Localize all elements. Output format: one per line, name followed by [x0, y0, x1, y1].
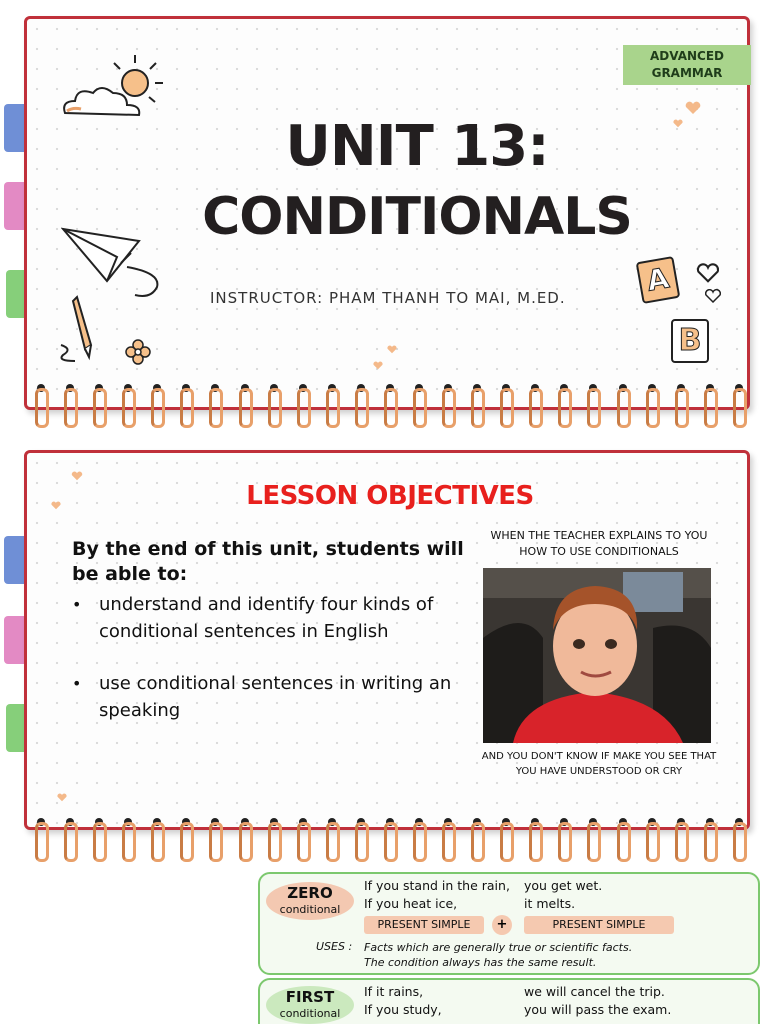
zero-uses-label: USES :: [316, 940, 353, 953]
meme-photo: [483, 568, 711, 743]
zero-example-1-result: you get wet.: [524, 878, 603, 893]
heart-icon: [57, 793, 67, 802]
zero-conditional-card: [258, 872, 760, 975]
unit-title: UNIT 13:: [285, 114, 549, 179]
zero-example-2-result: it melts.: [524, 896, 576, 911]
letter-b-icon: B: [671, 319, 709, 363]
first-conditional-label: FIRST conditional: [266, 986, 354, 1024]
zero-if-clause-tense: PRESENT SIMPLE: [364, 916, 484, 934]
heart-outline-icon: [697, 263, 719, 283]
first-example-1-result: we will cancel the trip.: [524, 984, 665, 999]
unit-subtitle: CONDITIONALS: [202, 187, 632, 247]
title-slide: [24, 16, 750, 410]
zero-example-1-if: If you stand in the rain,: [364, 878, 510, 893]
heart-icon: [387, 345, 397, 354]
spiral-binding: [34, 818, 746, 858]
badge-line-2: GRAMMAR: [651, 66, 723, 80]
flower-icon: [125, 339, 151, 365]
heart-icon: [373, 361, 383, 370]
sun-cloud-icon: [57, 45, 177, 125]
objectives-slide: [24, 450, 750, 830]
list-item: • use conditional sentences in writing an speaking: [72, 670, 492, 724]
meme-bottom-caption: AND YOU DON'T KNOW IF MAKE YOU SEE THAT YOU HAVE UNDERSTOOD OR CRY: [481, 751, 717, 777]
spiral-binding: [34, 384, 746, 424]
advanced-grammar-badge: [623, 45, 751, 85]
meme-top-caption: WHEN THE TEACHER EXPLAINS TO YOU HOW TO USE CONDITIONALS: [490, 529, 708, 558]
heart-outline-icon: [705, 289, 721, 303]
lesson-objectives-title: LESSON OBJECTIVES: [246, 481, 534, 511]
first-example-2-if: If you study,: [364, 1002, 442, 1017]
pen-icon: [57, 295, 127, 375]
objectives-intro: By the end of this unit, students will be able to:: [72, 538, 464, 585]
first-conditional-card: [258, 978, 760, 1024]
zero-uses-text: Facts which are generally true or scientific facts. The condition always has the same result.: [364, 941, 633, 969]
zero-example-2-if: If you heat ice,: [364, 896, 458, 911]
heart-icon: [71, 471, 83, 481]
instructor-line: INSTRUCTOR: PHAM THANH TO MAI, M.ED.: [210, 289, 566, 307]
heart-icon: [673, 119, 683, 128]
zero-conditional-label: ZERO conditional: [266, 882, 354, 920]
letter-a-icon: A: [636, 256, 681, 304]
badge-line-1: ADVANCED: [649, 49, 724, 63]
meme: [479, 528, 719, 779]
heart-icon: [685, 101, 701, 115]
zero-main-clause-tense: PRESENT SIMPLE: [524, 916, 674, 934]
first-example-2-result: you will pass the exam.: [524, 1002, 672, 1017]
plus-icon: +: [492, 915, 512, 935]
objectives-list: [72, 591, 492, 749]
list-item: • understand and identify four kinds of conditional sentences in English: [72, 591, 492, 645]
first-example-1-if: If it rains,: [364, 984, 424, 999]
